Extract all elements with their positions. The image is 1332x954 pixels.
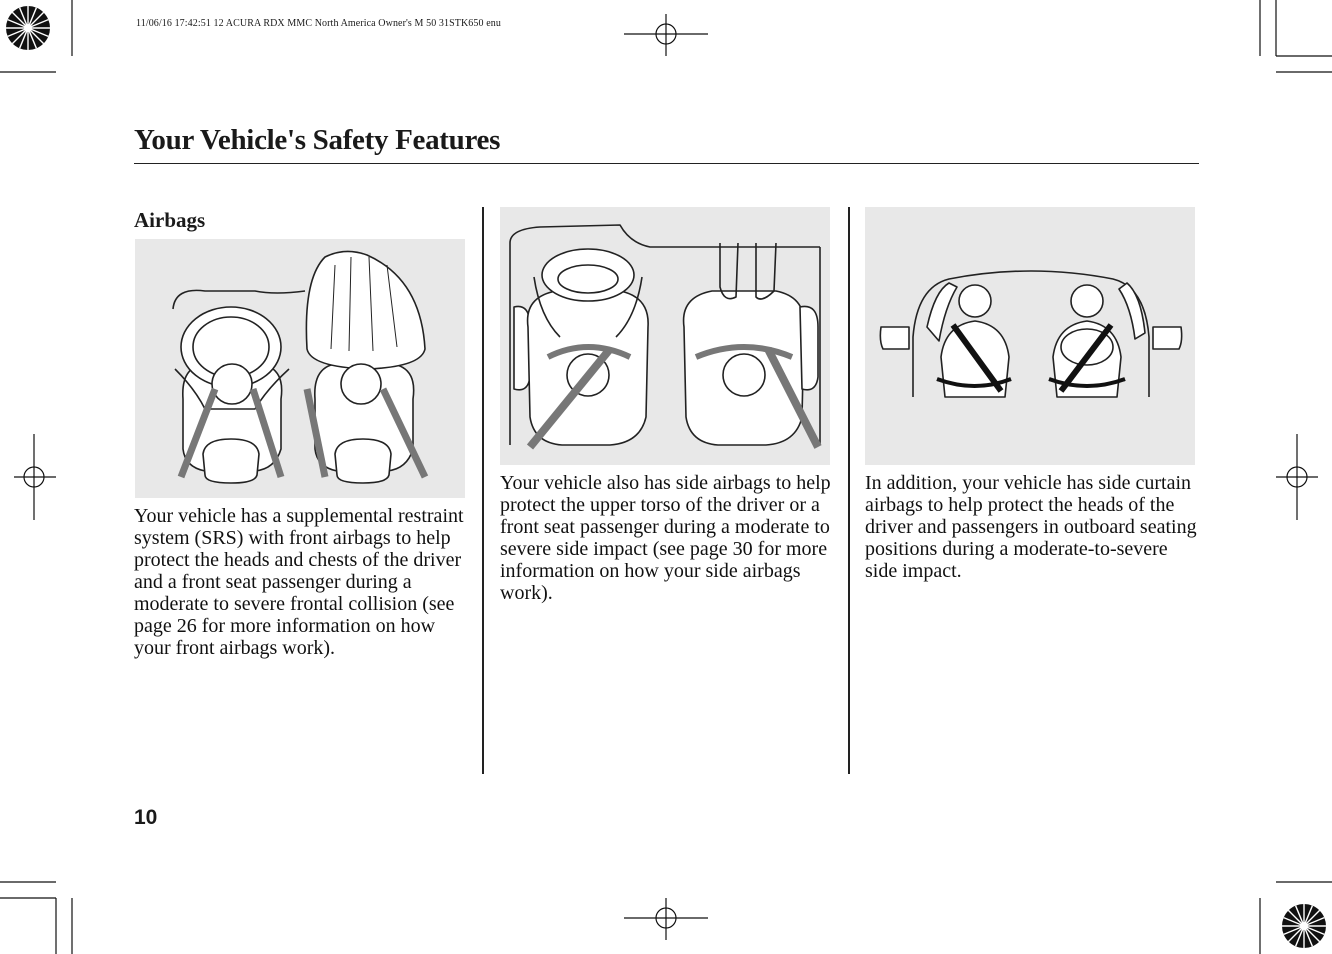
front-airbags-paragraph: Your vehicle has a supplemental restraint system (SRS) with front airbags to help protect the heads and chests of the driver and a front seat passenger during a moderate to severe frontal collision (see page 26 for more information on how your front airbags work). (134, 505, 464, 659)
title-divider (134, 163, 1199, 164)
print-info: 11/06/16 17:42:51 12 ACURA RDX MMC North America Owner's M 50 31STK650 enu (136, 18, 501, 29)
section-heading: Airbags (134, 208, 206, 232)
side-airbags-illustration (500, 207, 830, 465)
front-airbags-illustration (135, 239, 465, 498)
column-divider (482, 207, 484, 774)
page-title: Your Vehicle's Safety Features (134, 124, 501, 156)
side-curtain-airbags-illustration (865, 207, 1195, 465)
side-curtain-airbags-paragraph: In addition, your vehicle has side curtain airbags to help protect the heads of the driver and passengers in outboard seating positions during a moderate-to-severe side impact. (865, 472, 1197, 582)
side-airbags-paragraph: Your vehicle also has side airbags to help protect the upper torso of the driver or a front seat passenger during a moderate to severe side impact (see page 30 for more information on how your side airbags work). (500, 472, 831, 604)
column-divider (848, 207, 850, 774)
page-number: 10 (134, 806, 158, 829)
